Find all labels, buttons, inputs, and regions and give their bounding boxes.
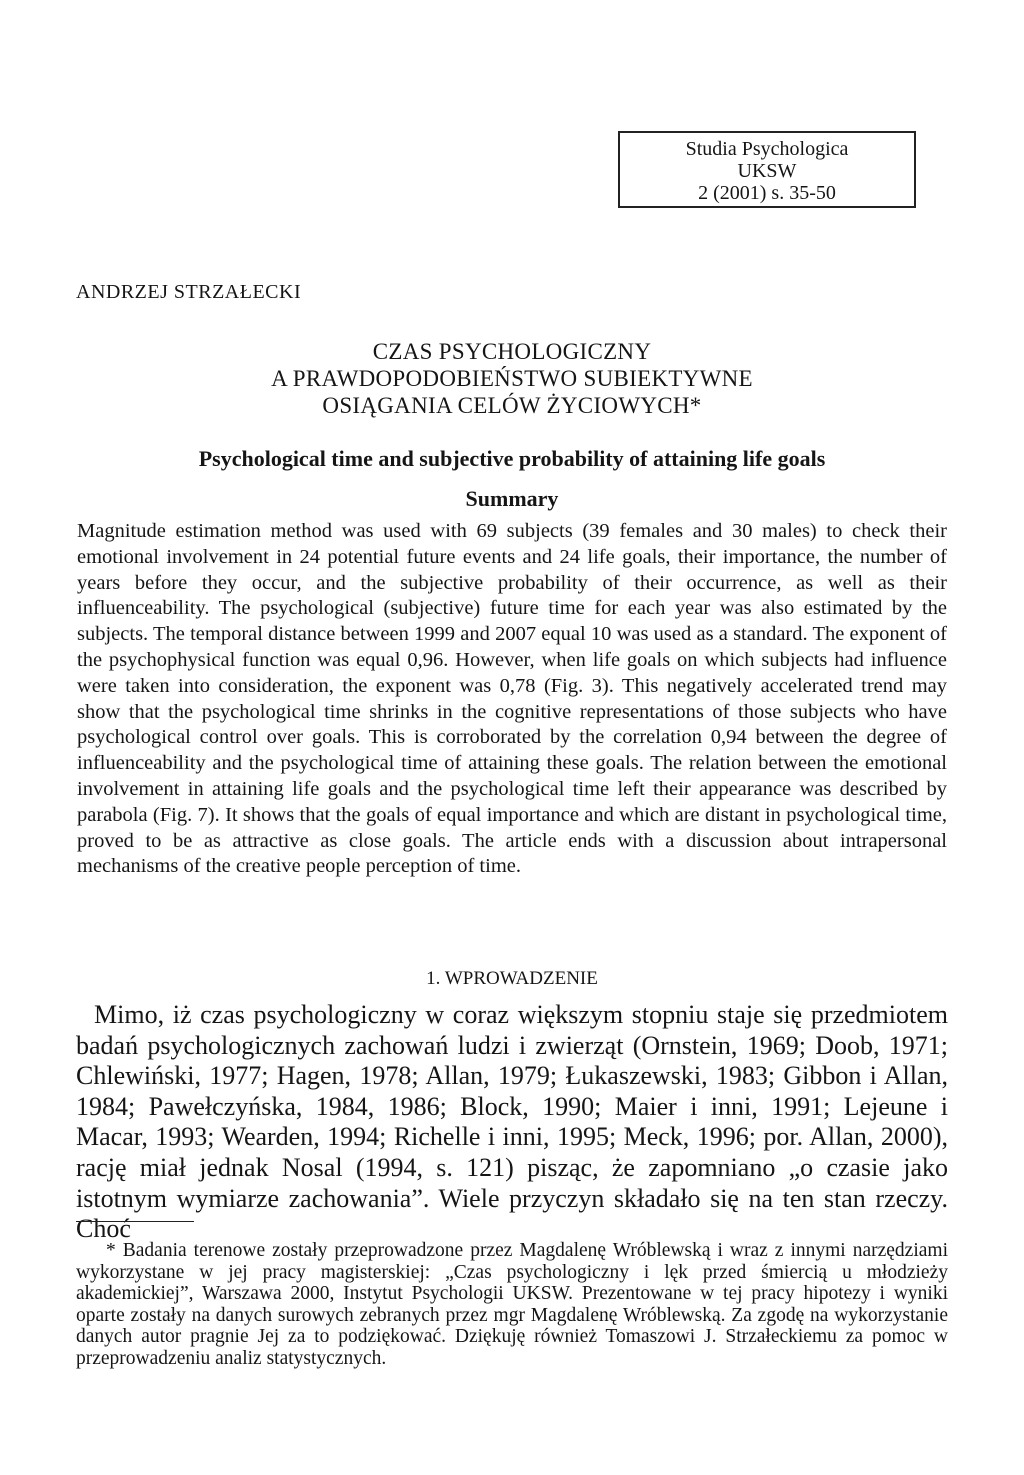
footnote: * Badania terenowe zostały przeprowadzone przez Magdalenę Wróblewską i wraz z innymi narzędziami wykorzystane w jej pracy magisterskiej: „Czas psychologiczny i lęk przed śmiercią u młodzieży akademickiej”, Warszawa 2000, Instytut Psychologii UKSW. Prezentowane w tej pracy hipotezy i wyniki oparte zostały na danych surowych zebranych przez mgr Magdalenę Wróblewską. Za zgodę na wykorzystanie danych autor pragnie Jej za to podziękować. Dziękuję również Tomaszowi J. Strzałeckiemu za pomoc w przeprowadzeniu analiz statystycznych. bbox=[76, 1240, 948, 1369]
summary-heading: Summary bbox=[465, 486, 559, 511]
journal-name: Studia Psychologica bbox=[685, 138, 849, 160]
footnote-divider bbox=[76, 1221, 194, 1222]
title-line-2: A PRAWDOPODOBIEŃSTWO SUBIEKTYWNE bbox=[271, 366, 753, 391]
title-line-3: OSIĄGANIA CELÓW ŻYCIOWYCH* bbox=[322, 393, 702, 418]
article-title bbox=[0, 338, 1024, 419]
title-line-1: CZAS PSYCHOLOGICZNY bbox=[372, 339, 652, 364]
journal-issue-pages: 2 (2001) s. 35-50 bbox=[698, 182, 836, 204]
journal-publisher: UKSW bbox=[737, 160, 797, 182]
journal-info-box bbox=[618, 131, 916, 208]
body-paragraph: Mimo, iż czas psychologiczny w coraz większym stopniu staje się przedmiotem badań psychologicznych zachowań ludzi i zwierząt (Ornstein, 1969; Doob, 1971; Chlewiński, 1977; Hagen, 1978; Allan, 1979; Łukaszewski, 1983; Gibbon i Allan, 1984; Pawełczyńska, 1984, 1986; Block, 1990; Maier i inni, 1991; Lejeune i Macar, 1993; Wearden, 1994; Richelle i inni, 1995; Meck, 1996; por. Allan, 2000), rację miał jednak Nosal (1994, s. 121) pisząc, że zapomniano „o czasie jako istotnym wymiarze zachowania”. Wiele przyczyn składało się na ten stan rzeczy. Choć bbox=[76, 1000, 948, 1244]
author-name: ANDRZEJ STRZAŁECKI bbox=[76, 281, 302, 303]
summary-paragraph: Magnitude estimation method was used with 69 subjects (39 females and 30 males) to check their emotional involvement in 24 potential future events and 24 life goals, their importance, the number of years before they occur, and the subjective probability of their occurrence, as well as their influenceability. The psychological (subjective) future time for each year was also estimated by the subjects. The temporal distance between 1999 and 2007 equal 10 was used as a standard. The exponent of the psychophysical function was equal 0,96. However, when life goals on which subjects had influence were taken into consideration, the exponent was 0,78 (Fig. 3). This negatively accelerated trend may show that the psychological time shrinks in the cognitive representations of those subjects who have psychological control over goals. This is corroborated by the correlation 0,94 between the degree of influenceability and the psychological time of attaining these goals. The relation between the emotional involvement in attaining life goals and the psychological time left their appearance was described by parabola (Fig. 7). It shows that the goals of equal importance and which are distant in psychological time, proved to be as attractive as close goals. The article ends with a discussion about intrapersonal mechanisms of the creative people perception of time. bbox=[77, 520, 947, 878]
section-heading: 1. WPROWADZENIE bbox=[426, 968, 598, 989]
english-title: Psychological time and subjective probability of attaining life goals bbox=[198, 446, 826, 471]
